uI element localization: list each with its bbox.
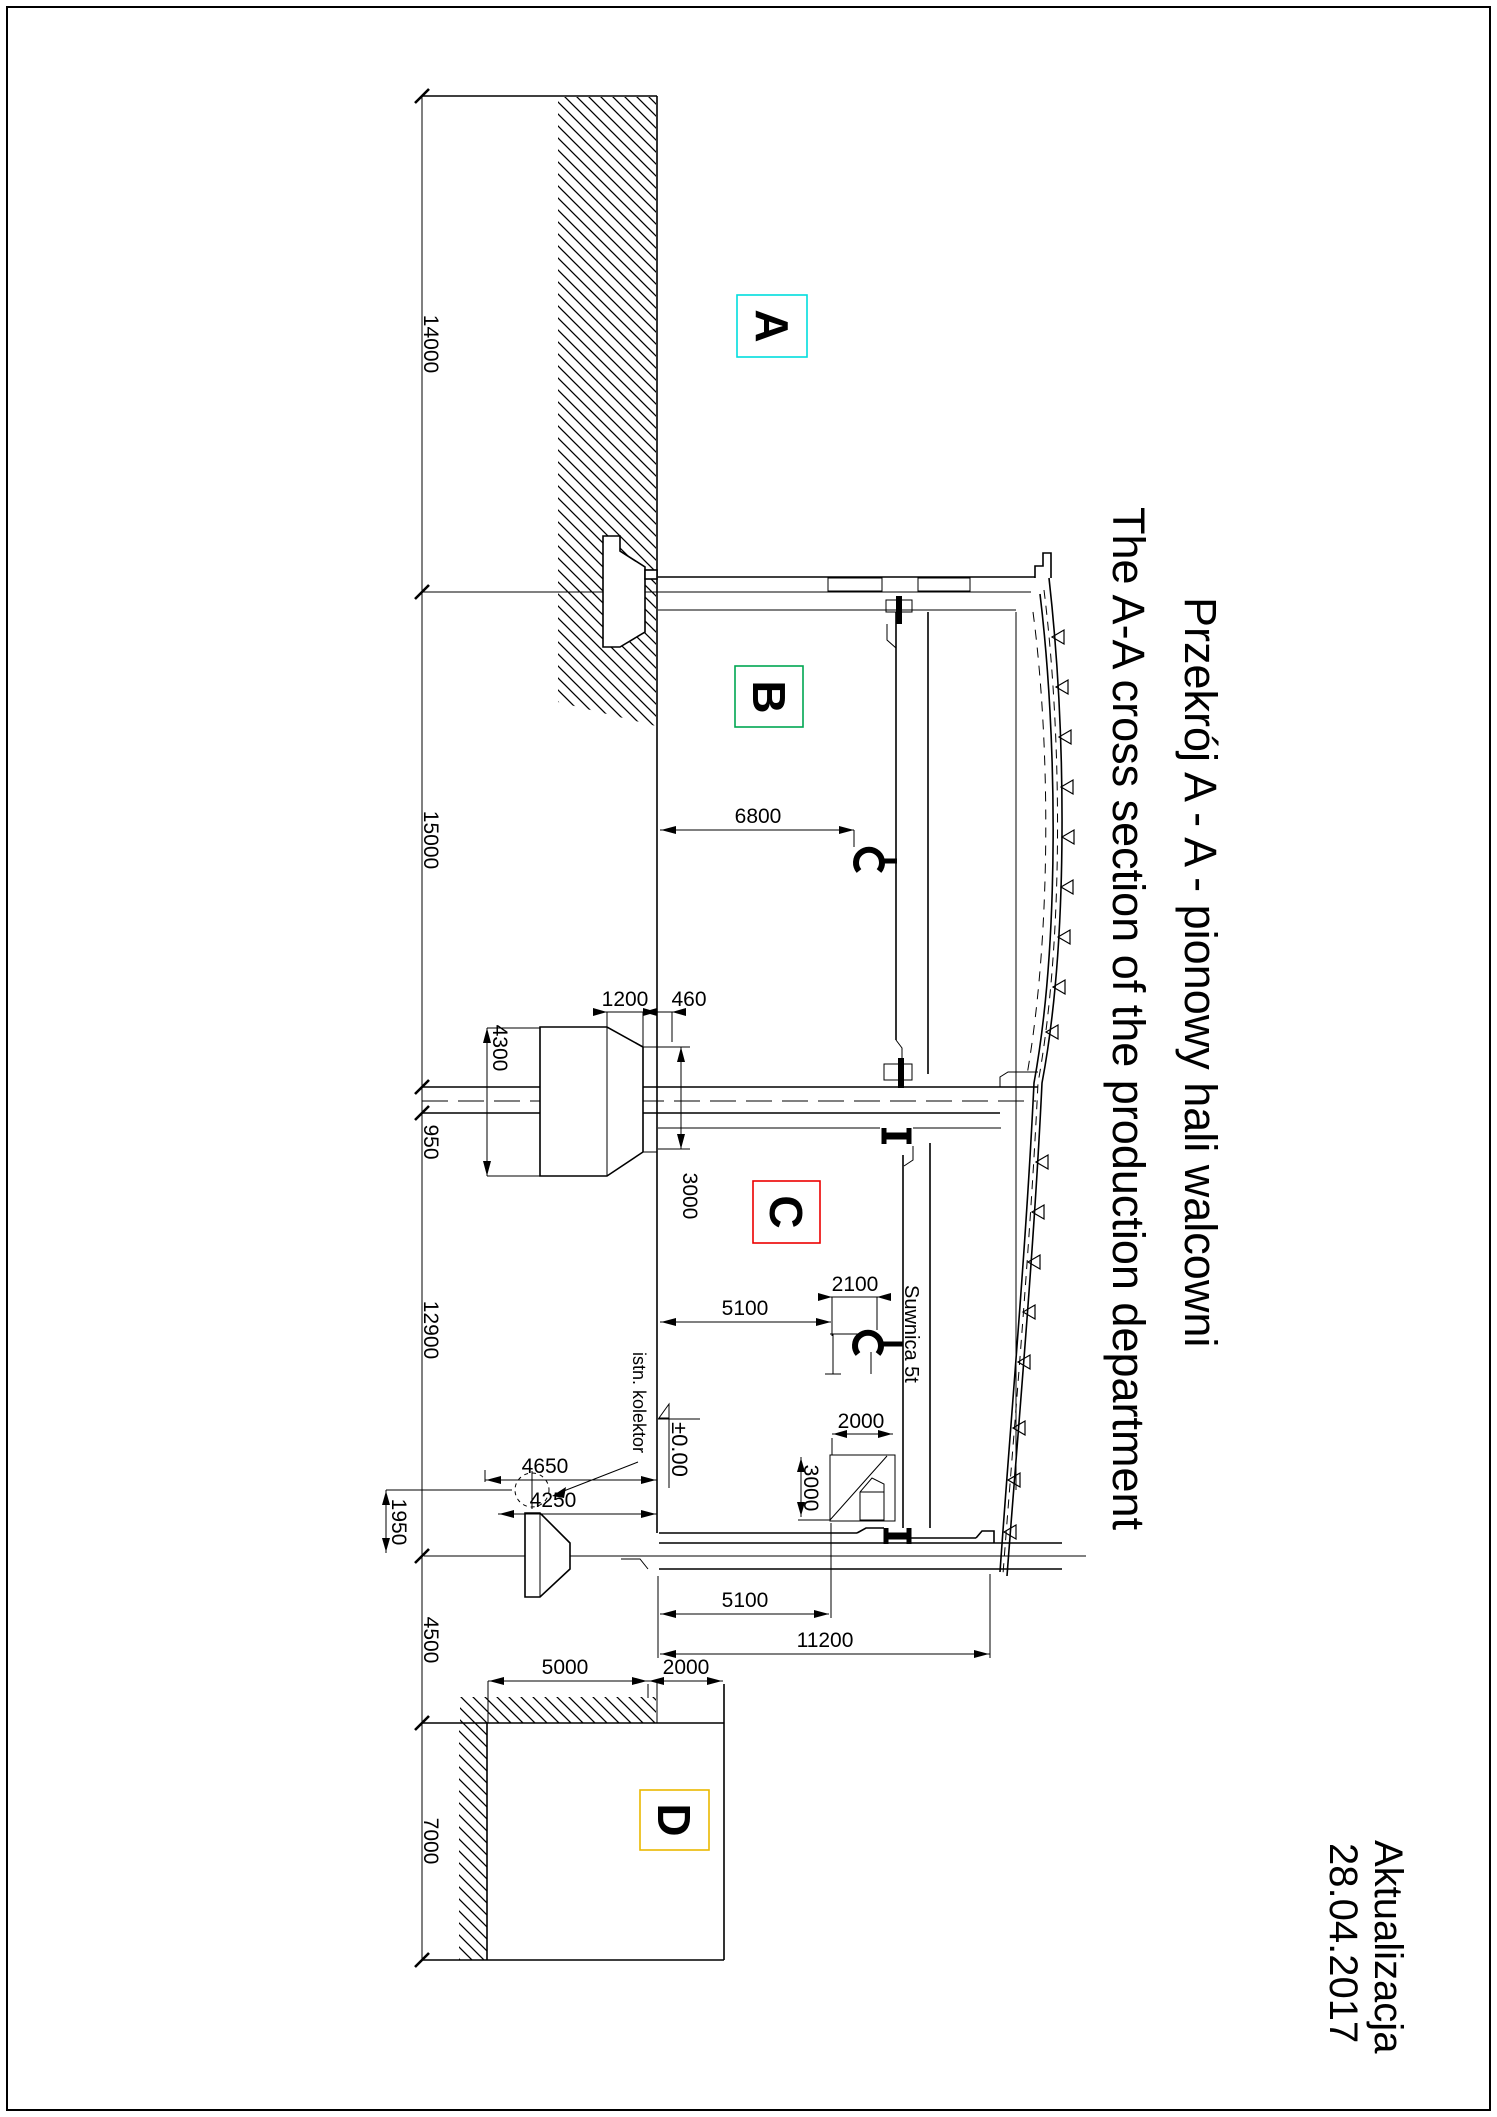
crane-label: Suwnica 5t [900,1285,922,1383]
dim-5100-floor: 5100 [721,1589,769,1612]
dim-5000: 5000 [541,1656,589,1679]
dim-460: 460 [671,988,707,1011]
update-date: 28.04.2017 [1321,1843,1365,2044]
chain-dim-4500: 4500 [419,1616,442,1664]
crane-hook-c-icon [855,1333,881,1354]
parapet [1035,553,1051,578]
dim-11200: 11200 [796,1629,854,1652]
dim-1950: 1950 [387,1498,410,1546]
update-label: Aktualizacja [1366,1840,1410,2054]
crane-symbols [825,596,912,1544]
dim-1200: 1200 [601,988,649,1011]
column-capital [540,1027,643,1176]
dim-4300: 4300 [488,1024,511,1072]
region-b-label: B [743,680,795,714]
region-markers [640,295,820,1850]
region-c-label: C [760,1195,812,1229]
region-a-label: A [746,309,798,343]
dimensions [382,805,990,1723]
chain-dim-7000: 7000 [419,1817,442,1865]
footing [525,1513,570,1597]
roof-tick-marks [1004,630,1074,1539]
dim-4650: 4650 [521,1455,569,1478]
dim-2000-pit: 2000 [662,1656,710,1679]
chain-dim-950: 950 [419,1124,442,1160]
dim-3000-col: 3000 [678,1172,701,1220]
title-pl: Przekrój A - A - pionowy hali walcowni [1175,597,1226,1348]
title-en: The A-A cross section of the production department [1103,507,1154,1531]
chain-dim-15000: 15000 [419,810,442,870]
dim-6800: 6800 [734,805,782,828]
chain-dim-14000: 14000 [419,314,442,374]
dim-2000-box: 2000 [837,1410,885,1433]
chain-dim-12900: 12900 [419,1300,442,1360]
dimension-chain [415,89,442,1967]
dim-4250: 4250 [529,1489,577,1512]
dim-3000-box: 3000 [799,1464,822,1512]
level-label: ±0.00 [667,1422,692,1477]
dim-2100: 2100 [831,1273,879,1296]
level-mark [658,1404,700,1488]
level-flag-icon [659,1404,669,1418]
collector-label: istn. kolektor [629,1352,649,1454]
crane-hook-b-icon [856,850,882,871]
dim-5100-crane: 5100 [721,1297,769,1320]
region-d-label: D [648,1803,700,1837]
